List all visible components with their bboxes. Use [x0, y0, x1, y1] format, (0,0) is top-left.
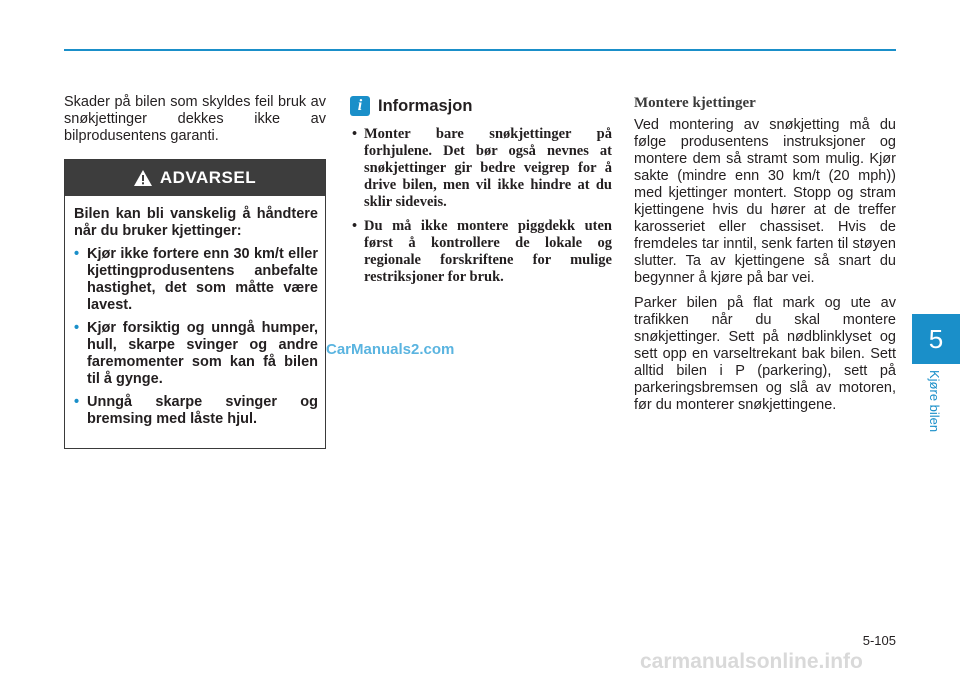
warning-item: • Kjør ikke fortere enn 30 km/t eller kjettingprodusentens anbefalte hastighet, det som måtte være lavest. — [74, 246, 318, 313]
chapter-tab: 5 — [912, 314, 960, 364]
info-item: • Du må ikke montere piggdekk uten først å kontrollere de lokale og regionale forskriftene for mulige restriksjoner for bruk. — [352, 218, 612, 285]
bullet-icon: • — [74, 394, 80, 410]
chapter-label: Kjøre bilen — [927, 370, 942, 433]
warning-box — [64, 159, 326, 449]
footer-watermark: carmanualsonline.info — [640, 650, 863, 673]
info-item: • Monter bare snøkjettinger på forhjulene. Det bør også nevnes at snøkjettinger gir bedre veigrep for å drive bilen, men vil ikke hindre at du sklir sideveis. — [352, 126, 612, 210]
top-rule — [64, 49, 896, 51]
warning-item: • Kjør forsiktig og unngå humper, hull, skarpe svinger og andre faremomenter som kan få bilen til å gynge. — [74, 320, 318, 387]
bullet-icon: • — [74, 320, 80, 336]
warning-list — [74, 246, 318, 428]
paragraph: Parker bilen på flat mark og ute av trafikken når du skal montere snøkjettinger. Sett på nødblinklyset og sett opp en varseltrekant bak bilen. Sett alltid bilen i P (parkering), sett på parkeringsbremsen og slå av motoren, før du monterer snøkjettingene. — [634, 295, 896, 413]
bullet-icon: • — [352, 126, 358, 142]
warning-item: • Unngå skarpe svinger og bremsing med låste hjul. — [74, 394, 318, 427]
right-column — [634, 94, 896, 422]
bullet-icon: • — [74, 246, 80, 262]
info-header — [350, 96, 612, 116]
warning-body — [65, 196, 325, 428]
page-number: 5-105 — [862, 633, 896, 648]
info-icon: i — [350, 96, 370, 116]
warning-header — [65, 160, 325, 196]
info-list — [350, 126, 612, 286]
warning-title: ADVARSEL — [159, 168, 257, 187]
bullet-icon: • — [352, 218, 358, 234]
warranty-note: Skader på bilen som skyldes feil bruk av snøkjettinger dekkes ikke av bilprodusentens garanti. — [64, 94, 326, 144]
watermark: CarManuals2.com — [326, 341, 455, 358]
info-column — [350, 96, 612, 293]
section-heading: Montere kjettinger — [634, 95, 756, 111]
warning-intro: Bilen kan bli vanskelig å håndtere når du bruker kjettinger: — [74, 206, 318, 239]
left-column — [64, 94, 326, 145]
warning-triangle-icon — [134, 170, 152, 186]
paragraph: Ved montering av snøkjetting må du følge produsentens instruksjoner og montere dem så stramt som mulig. Kjør sakte (mindre enn 30 km/t (20 mph)) med kjettinger montert. Stopp og stram kjettingene hvis du hører at de treffer karosseriet eller chassiset. Hvis de fremdeles tar inntil, senk farten til støyen slutter. Ta av kjettingene så snart du begynner å kjøre på bar vei. — [634, 117, 896, 286]
info-title: Informasjon — [378, 96, 473, 115]
